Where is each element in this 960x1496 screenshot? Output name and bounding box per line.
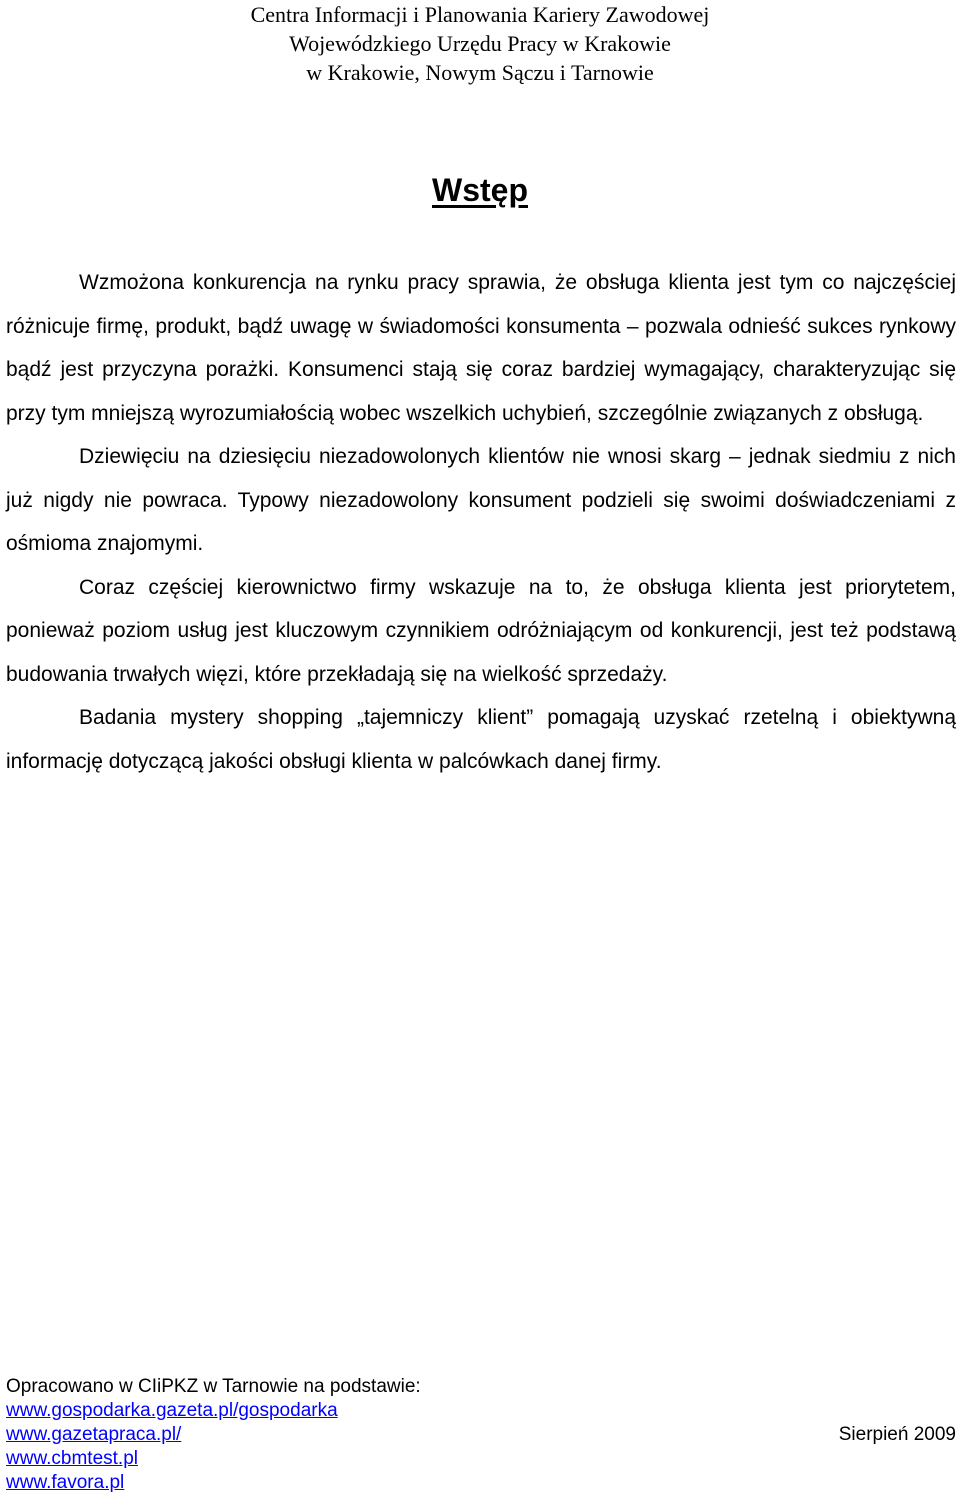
footer-link-row-4 bbox=[6, 1471, 956, 1495]
paragraph-2: Dziewięciu na dziesięciu niezadowolonych klientów nie wnosi skarg – jednak siedmiu z nich już nigdy nie powraca. Typowy niezadowolony konsument podzieli się swoimi doświadczeniami z ośmioma znajomymi. bbox=[6, 445, 956, 555]
footer-link-row-1 bbox=[6, 1399, 956, 1423]
document-body bbox=[6, 261, 956, 783]
header-line-3: w Krakowie, Nowym Sączu i Tarnowie bbox=[306, 60, 654, 85]
document-footer bbox=[6, 1375, 956, 1495]
source-link-cbmtest[interactable]: www.cbmtest.pl bbox=[6, 1448, 138, 1469]
footer-date: Sierpień 2009 bbox=[838, 1424, 956, 1445]
header-line-2: Wojewódzkiego Urzędu Pracy w Krakowie bbox=[289, 31, 671, 56]
page-title: Wstęp bbox=[432, 172, 528, 208]
header-line-1: Centra Informacji i Planowania Kariery Zawodowej bbox=[250, 2, 710, 27]
source-link-gazetapraca[interactable]: www.gazetapraca.pl/ bbox=[6, 1424, 182, 1445]
paragraph-3: Coraz częściej kierownictwo firmy wskazuje na to, że obsługa klienta jest priorytetem, ponieważ poziom usług jest kluczowym czynnikiem odróżniającym od konkurencji, jest też podstawą budowania trwałych więzi, które przekładają się na wielkość sprzedaży. bbox=[6, 575, 956, 686]
document-header bbox=[0, 0, 960, 87]
source-link-gospodarka[interactable]: www.gospodarka.gazeta.pl/gospodarka bbox=[6, 1400, 338, 1421]
paragraph-1: Wzmożona konkurencja na rynku pracy sprawia, że obsługa klienta jest tym co najczęściej różnicuje firmę, produkt, bądź uwagę w świadomości konsumenta – pozwala odnieść sukces rynkowy bądź jest przyczyna porażki. Konsumenci stają się coraz bardziej wymagający, charakteryzując się przy tym mniejszą wyrozumiałością wobec wszelkich uchybień, szczególnie związanych z obsługą. bbox=[6, 271, 956, 425]
footer-link-row-3 bbox=[6, 1447, 956, 1471]
footer-intro: Opracowano w CIiPKZ w Tarnowie na podstawie: bbox=[6, 1376, 421, 1397]
footer-intro-row bbox=[6, 1375, 956, 1399]
paragraph-4: Badania mystery shopping „tajemniczy klient” pomagają uzyskać rzetelną i obiektywną informację dotyczącą jakości obsługi klienta w palcówkach danej firmy. bbox=[6, 706, 956, 773]
source-link-favora[interactable]: www.favora.pl bbox=[6, 1472, 125, 1493]
footer-link-row-2 bbox=[6, 1423, 956, 1447]
